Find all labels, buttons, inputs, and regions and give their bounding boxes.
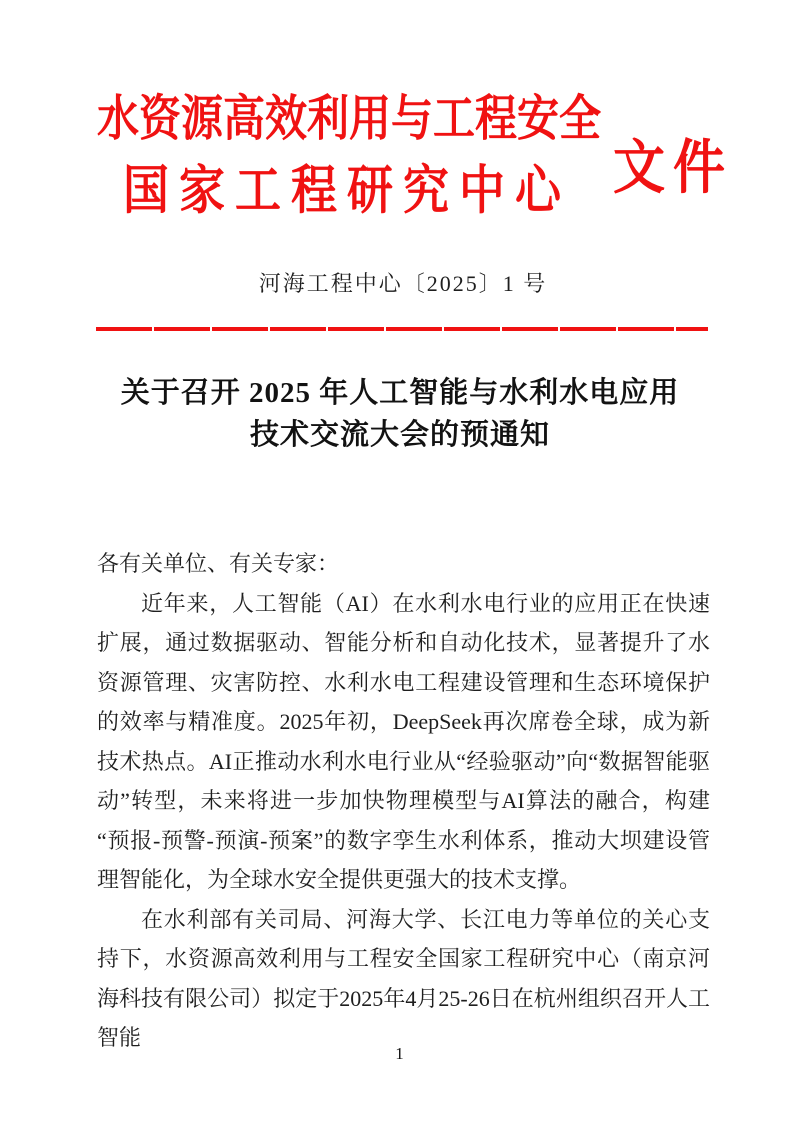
red-separator-rule xyxy=(96,327,708,331)
doc-type-label: 文件 xyxy=(613,136,734,201)
org-name-line2: 国家工程研究中心 xyxy=(123,161,571,220)
document-body xyxy=(97,544,710,1058)
doc-number: 河海工程中心〔2025〕1 号 xyxy=(258,271,548,296)
document-title-line2: 技术交流大会的预通知 xyxy=(249,419,550,451)
page-number: 1 xyxy=(395,1044,404,1063)
org-name-line1: 水资源高效利用与工程安全 xyxy=(97,93,602,147)
body-paragraph-1: 近年来，人工智能（AI）在水利水电行业的应用正在快速扩展，通过数据驱动、智能分析和自动化技术，显著提升了水资源管理、灾害防控、水利水电工程建设管理和生态环境保护的效率与精准度。2025年初，DeepSeek再次席卷全球，成为新技术热点。AI正推动水利水电行业从“经验驱动”向“数据智能驱动”转型，未来将进一步加快物理模型与AI算法的融合，构建“预报-预警-预演-预案”的数字孪生水利体系，推动大坝建设管理智能化，为全球水安全提供更强大的技术支撑。 xyxy=(97,590,710,892)
org-name-block xyxy=(97,84,602,226)
body-paragraph-2: 在水利部有关司局、河海大学、长江电力等单位的关心支持下，水资源高效利用与工程安全国家工程研究中心（南京河海科技有限公司）拟定于2025年4月25-26日在杭州组织召开人工智能 xyxy=(97,906,710,1050)
letterhead xyxy=(97,84,734,226)
salutation: 各有关单位、有关专家： xyxy=(97,551,340,576)
document-title-line1: 关于召开 2025 年人工智能与水利水电应用 xyxy=(120,377,680,409)
document-title xyxy=(50,372,750,456)
